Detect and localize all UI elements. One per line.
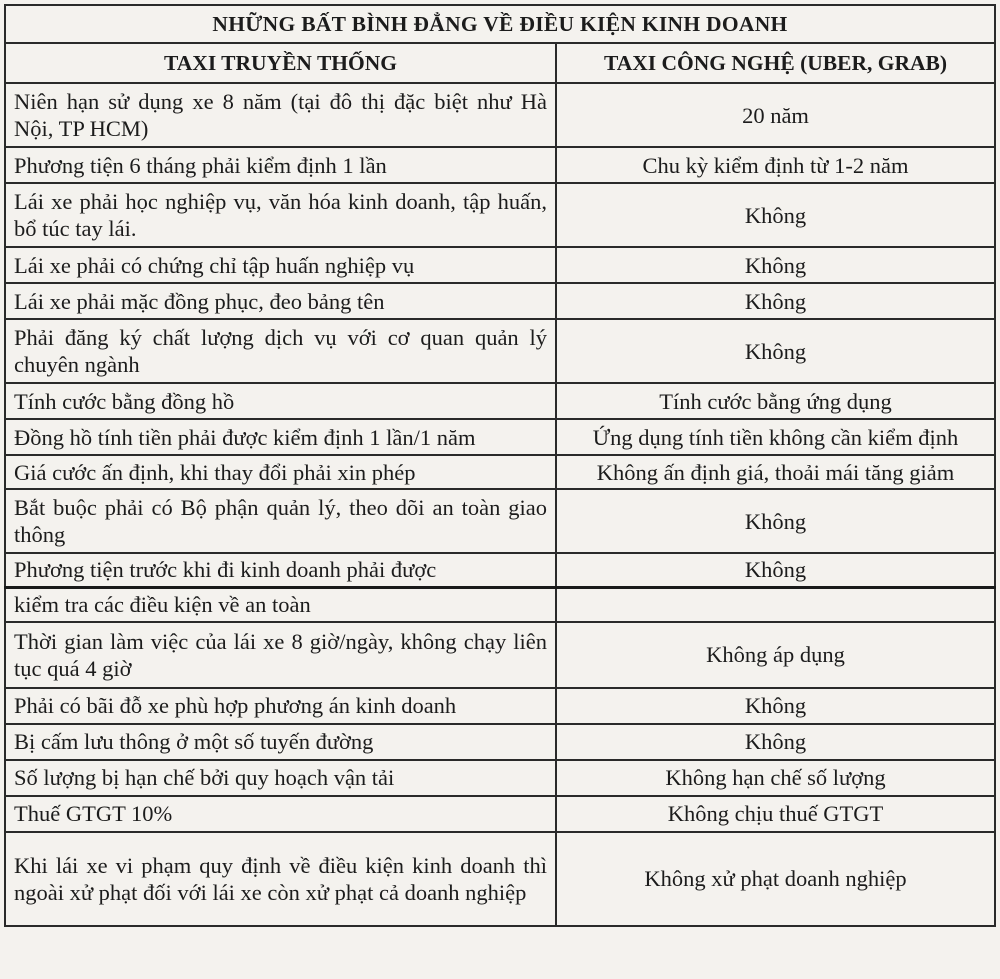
table-row bbox=[5, 724, 995, 760]
row-tech bbox=[556, 587, 995, 622]
table-row bbox=[5, 796, 995, 832]
row-tech: Không hạn chế số lượng bbox=[556, 760, 995, 796]
row-traditional: Lái xe phải mặc đồng phục, đeo bảng tên bbox=[5, 283, 556, 319]
table-row bbox=[5, 183, 995, 247]
row-traditional: Tính cước bằng đồng hồ bbox=[5, 383, 556, 419]
row-tech: Không chịu thuế GTGT bbox=[556, 796, 995, 832]
table-row bbox=[5, 319, 995, 383]
table-row bbox=[5, 832, 995, 926]
header-row bbox=[5, 43, 995, 83]
row-traditional: Phương tiện trước khi đi kinh doanh phải được bbox=[5, 553, 556, 587]
title-row bbox=[5, 5, 995, 43]
header-tech-taxi: TAXI CÔNG NGHỆ (UBER, GRAB) bbox=[556, 43, 995, 83]
table-row bbox=[5, 147, 995, 183]
table-row bbox=[5, 419, 995, 455]
row-traditional: Giá cước ấn định, khi thay đổi phải xin phép bbox=[5, 455, 556, 489]
row-tech: Không xử phạt doanh nghiệp bbox=[556, 832, 995, 926]
row-tech: 20 năm bbox=[556, 83, 995, 147]
row-traditional: Phải đăng ký chất lượng dịch vụ với cơ quan quản lý chuyên ngành bbox=[5, 319, 556, 383]
row-traditional: Bắt buộc phải có Bộ phận quản lý, theo dõi an toàn giao thông bbox=[5, 489, 556, 553]
row-tech: Không áp dụng bbox=[556, 622, 995, 688]
row-tech: Chu kỳ kiểm định từ 1-2 năm bbox=[556, 147, 995, 183]
row-tech: Không bbox=[556, 183, 995, 247]
row-traditional: Niên hạn sử dụng xe 8 năm (tại đô thị đặc biệt như Hà Nội, TP HCM) bbox=[5, 83, 556, 147]
table-title: NHỮNG BẤT BÌNH ĐẲNG VỀ ĐIỀU KIỆN KINH DOANH bbox=[5, 5, 995, 43]
header-traditional-taxi: TAXI TRUYỀN THỐNG bbox=[5, 43, 556, 83]
comparison-table bbox=[4, 4, 996, 927]
row-tech: Tính cước bằng ứng dụng bbox=[556, 383, 995, 419]
table-row bbox=[5, 553, 995, 587]
table-row bbox=[5, 760, 995, 796]
table-row bbox=[5, 587, 995, 622]
table-row bbox=[5, 489, 995, 553]
row-traditional: Phải có bãi đỗ xe phù hợp phương án kinh doanh bbox=[5, 688, 556, 724]
table-row bbox=[5, 283, 995, 319]
table-row bbox=[5, 247, 995, 283]
row-traditional: Khi lái xe vi phạm quy định về điều kiện kinh doanh thì ngoài xử phạt đối với lái xe còn xử phạt cả doanh nghiệp bbox=[5, 832, 556, 926]
row-tech: Không bbox=[556, 553, 995, 587]
row-traditional: kiểm tra các điều kiện về an toàn bbox=[5, 587, 556, 622]
table-row bbox=[5, 383, 995, 419]
row-tech: Không bbox=[556, 688, 995, 724]
row-tech: Không bbox=[556, 489, 995, 553]
table-row bbox=[5, 455, 995, 489]
row-traditional: Thuế GTGT 10% bbox=[5, 796, 556, 832]
row-tech: Không bbox=[556, 724, 995, 760]
row-traditional: Thời gian làm việc của lái xe 8 giờ/ngày, không chạy liên tục quá 4 giờ bbox=[5, 622, 556, 688]
table-row bbox=[5, 688, 995, 724]
row-tech: Ứng dụng tính tiền không cần kiểm định bbox=[556, 419, 995, 455]
row-tech: Không bbox=[556, 319, 995, 383]
row-tech: Không ấn định giá, thoải mái tăng giảm bbox=[556, 455, 995, 489]
row-traditional: Lái xe phải học nghiệp vụ, văn hóa kinh doanh, tập huấn, bổ túc tay lái. bbox=[5, 183, 556, 247]
row-tech: Không bbox=[556, 247, 995, 283]
row-tech: Không bbox=[556, 283, 995, 319]
row-traditional: Lái xe phải có chứng chỉ tập huấn nghiệp vụ bbox=[5, 247, 556, 283]
row-traditional: Số lượng bị hạn chế bởi quy hoạch vận tải bbox=[5, 760, 556, 796]
row-traditional: Bị cấm lưu thông ở một số tuyến đường bbox=[5, 724, 556, 760]
table-row bbox=[5, 622, 995, 688]
row-traditional: Phương tiện 6 tháng phải kiểm định 1 lần bbox=[5, 147, 556, 183]
table-row bbox=[5, 83, 995, 147]
row-traditional: Đồng hồ tính tiền phải được kiểm định 1 lần/1 năm bbox=[5, 419, 556, 455]
